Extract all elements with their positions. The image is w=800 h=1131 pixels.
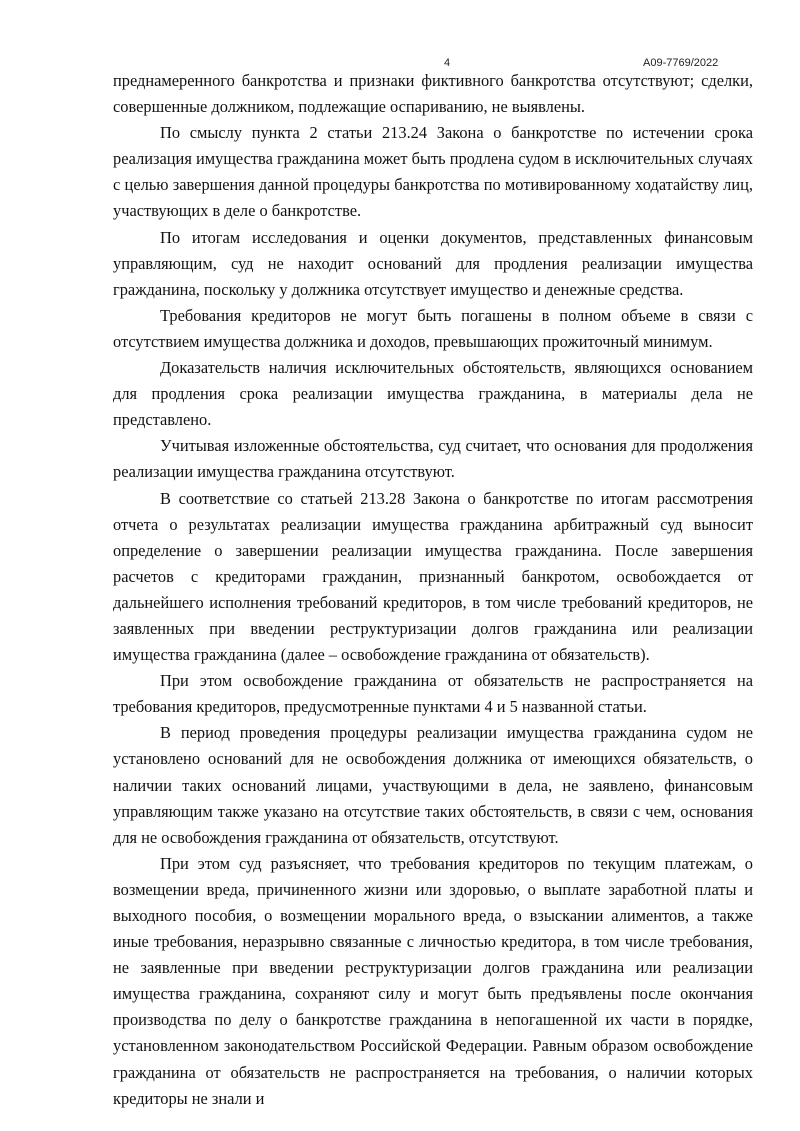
paragraph-continuation: преднамеренного банкротства и признаки фиктивного банкротства отсутствуют; сделки, совершенные должником, подлежащие оспариванию, не выявлены. bbox=[113, 71, 753, 117]
document-body bbox=[113, 68, 753, 1112]
paragraph: При этом освобождение гражданина от обязательств не распространяется на требования кредиторов, предусмотренные пунктами 4 и 5 названной статьи. bbox=[113, 671, 753, 717]
paragraph: Учитывая изложенные обстоятельства, суд считает, что основания для продолжения реализации имущества гражданина отсутствуют. bbox=[113, 436, 753, 482]
page-number: 4 bbox=[444, 57, 451, 69]
paragraph: Требования кредиторов не могут быть погашены в полном объеме в связи с отсутствием имущества должника и доходов, превышающих прожиточный минимум. bbox=[113, 305, 753, 351]
paragraph: В соответствие со статьей 213.28 Закона о банкротстве по итогам рассмотрения отчета о результатах реализации имущества гражданина арбитражный суд выносит определение о завершении реализации имущества гражданина. После завершения расчетов с кредиторами гражданин, признанный банкротом, освобождается от дальнейшего исполнения требований кредиторов, в том числе требований кредиторов, не заявленных при введении реструктуризации долгов гражданина или реализации имущества гражданина (далее – освобождение гражданина от обязательств). bbox=[113, 488, 753, 665]
paragraph: Доказательств наличия исключительных обстоятельств, являющихся основанием для продления срока реализации имущества гражданина, в материалы дела не представлено. bbox=[113, 358, 753, 430]
paragraph: В период проведения процедуры реализации имущества гражданина судом не установлено оснований для не освобождения должника от имеющихся обязательств, о наличии таких оснований лицами, участвующими в дела, не заявлено, финансовым управляющим также указано на отсутствие таких обстоятельств, в связи с чем, основания для не освобождения гражданина от обязательств, отсутствуют. bbox=[113, 723, 753, 847]
paragraph: По смыслу пункта 2 статьи 213.24 Закона о банкротстве по истечении срока реализация имущества гражданина может быть продлена судом в исключительных случаях с целью завершения данной процедуры банкротства по мотивированному ходатайству лиц, участвующих в деле о банкротстве. bbox=[113, 123, 753, 221]
paragraph: При этом суд разъясняет, что требования кредиторов по текущим платежам, о возмещении вреда, причиненного жизни или здоровью, о выплате заработной платы и выходного пособия, о возмещении морального вреда, о взыскании алиментов, а также иные требования, неразрывно связанные с личностью кредитора, в том числе требования, не заявленные при введении реструктуризации долгов гражданина или реализации имущества гражданина, сохраняют силу и могут быть предъявлены после окончания производства по делу о банкротстве гражданина в непогашенной их части в порядке, установленном законодательством Российской Федерации. Равным образом освобождение гражданина от обязательств не распространяется на требования, о наличии которых кредиторы не знали и bbox=[113, 853, 753, 1108]
case-number: А09-7769/2022 bbox=[643, 57, 719, 69]
paragraph: По итогам исследования и оценки документов, представленных финансовым управляющим, суд не находит оснований для продления реализации имущества гражданина, поскольку у должника отсутствует имущество и денежные средства. bbox=[113, 227, 753, 299]
